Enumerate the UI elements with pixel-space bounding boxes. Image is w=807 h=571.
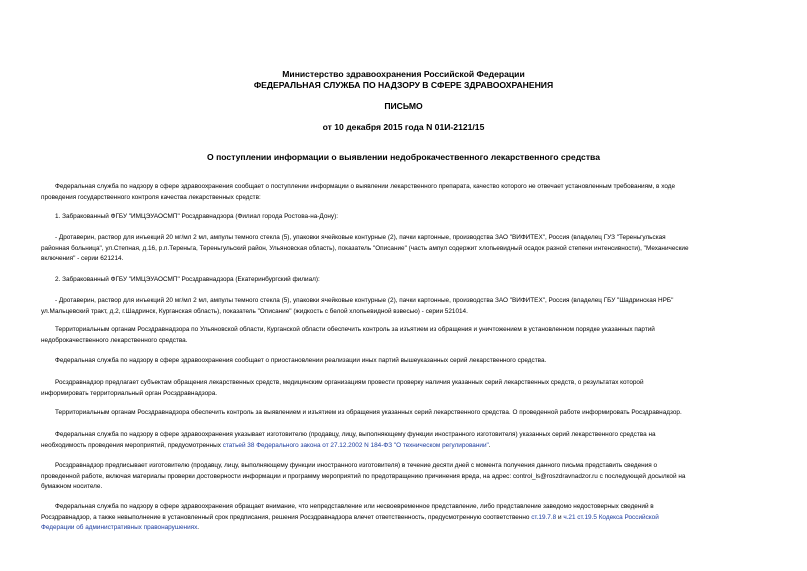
paragraph-line: недоброкачественного лекарственного средства. <box>41 336 188 344</box>
plain-text: и <box>556 513 564 521</box>
paragraph-line: Территориальным органам Росздравнадзора по Ульяновской области, Курганской области обеспечить контроль за изъятием из обращения и уничтожением в установленном порядке указанных партий <box>55 326 655 333</box>
link-federal-law-184-fz[interactable]: статьей 38 Федерального закона от 27.12.2002 N 184-ФЗ "О техническом регулировании" <box>222 441 489 449</box>
paragraph-line: районная больница", ул.Степная, д.16, р.п.Тереньга, Тереньгульский район, Ульяновская область), показатель "Описание" (часть ампул содержит хлопьевидный осадок разной степени интенсивности), "Механические <box>41 244 689 252</box>
paragraph-7 <box>41 356 769 367</box>
paragraph-line: 2. Забракованный ФГБУ "ИМЦЭУАОСМП" Росздравнадзора (Екатеринбургский филиал): <box>55 276 320 283</box>
paragraph-line: Федеральная служба по надзору в сфере здравоохранения обращает внимание, что непредставление или несвоевременное представление, либо представление заведомо недостоверных сведений в <box>55 503 654 510</box>
paragraph-line: включения" - серии 621214. <box>41 255 124 263</box>
paragraph-line: Федеральная служба по надзору в сфере здравоохранения сообщает о приостановлении реализации иных партий вышеуказанных серий лекарственного средства. <box>55 357 547 364</box>
paragraph-line: Территориальным органам Росздравнадзора обеспечить контроль за выявлением и изъятием из обращения указанных серий лекарственного средства. О проведенной работе информировать Росздравнадзор. <box>55 409 682 416</box>
link-koap-art-19-5-part-21[interactable]: ч.21 ст.19.5 Кодекса Российской <box>563 513 659 521</box>
paragraph-line <box>41 441 769 452</box>
paragraph-12 <box>41 502 769 534</box>
service-name: ФЕДЕРАЛЬНАЯ СЛУЖБА ПО НАДЗОРУ В СФЕРЕ ЗДРАВООХРАНЕНИЯ <box>253 80 554 90</box>
paragraph-line: - Дротаверин, раствор для инъекций 20 мг/мл 2 мл, ампулы темного стекла (5), упаковки ячейковые контурные (2), пачки картонные, производства ЗАО "ВИФИТЕХ", Россия (владелец ГУЗ "Тереньгульская <box>55 234 666 241</box>
paragraph-line: Росздравнадзор предлагает субъектам обращения лекарственных средств, медицинским организациям провести проверку наличия указанных серий лекарственных средств, о результатах которой <box>55 379 644 386</box>
paragraph-line: информировать территориальный орган Росздравнадзора. <box>41 389 218 397</box>
document-subject: О поступлении информации о выявлении недоброкачественного лекарственного средства <box>207 152 600 162</box>
paragraph-line <box>41 523 769 534</box>
paragraph-9 <box>41 408 769 419</box>
paragraph-6 <box>41 325 769 346</box>
paragraph-8 <box>41 378 769 399</box>
paragraph-10 <box>41 430 769 451</box>
plain-text: . <box>488 441 491 449</box>
paragraph-line: бумажном носителе. <box>41 483 103 491</box>
ministry-name: Министерство здравоохранения Российской Федерации <box>282 69 525 79</box>
paragraph-line: 1. Забракованный ФГБУ "ИМЦЭУАОСМП" Росздравнадзора (Филиал города Ростова-на-Дону): <box>55 213 339 220</box>
plain-text: . <box>197 524 200 532</box>
paragraph-11 <box>41 461 769 493</box>
paragraph-line: Росздравнадзор предписывает изготовителю (продавцу, лицу, выполняющему функции иностранного изготовителя) в течение десяти дней с момента получения данного письма представить сведения о <box>55 462 658 469</box>
paragraph-line <box>41 513 769 524</box>
paragraph-5 <box>41 296 769 317</box>
plain-text: Росздравнадзор, а также невыполнение в установленный срок предписания, решения Росздравнадзора влечет ответственность, предусмотренную соответственно <box>41 513 532 521</box>
paragraph-2 <box>41 212 769 223</box>
link-koap-code[interactable]: Федерации об административных правонарушениях <box>41 524 198 532</box>
document-type: ПИСЬМО <box>384 101 423 111</box>
paragraph-3 <box>41 233 769 265</box>
link-koap-art-19-7-8[interactable]: ст.19.7.8 <box>531 513 557 521</box>
document-date-number: от 10 декабря 2015 года N 01И-2121/15 <box>322 122 485 132</box>
paragraph-line: ул.Мальцевский тракт, д.2, г.Шадринск, Курганская область), показатель "Описание" (жидкость с белой хлопьевидной взвесью) - серии 521014. <box>41 307 468 315</box>
paragraph-1 <box>41 182 769 203</box>
paragraph-line: Федеральная служба по надзору в сфере здравоохранения указывает изготовителю (продавцу, лицу, выполняющему функции иностранного изготовителя) указанных серий лекарственного средства на <box>55 431 656 438</box>
paragraph-line: Федеральная служба по надзору в сфере здравоохранения сообщает о поступлении информации о выявлении лекарственного препарата, качество которого не отвечает установленным требованиям, в ходе <box>55 183 676 190</box>
paragraph-line: проведения государственного контроля качества лекарственных средств: <box>41 193 261 201</box>
paragraph-4 <box>41 275 769 286</box>
paragraph-line: проведенной работе, включая материалы проверки достоверности информации и программу мероприятий по предотвращению причинения вреда, на адрес: control_ls@roszdravnadzor.ru с последующей досылкой на <box>41 472 686 480</box>
paragraph-line: - Дротаверин, раствор для инъекций 20 мг/мл 2 мл, ампулы темного стекла (5), упаковки ячейковые контурные (2), пачки картонные, производства ЗАО "ВИФИТЕХ", Россия (владелец ГБУ "Шадринская НРБ" <box>55 297 674 304</box>
plain-text: необходимость проведения мероприятий, предусмотренных <box>41 441 223 449</box>
